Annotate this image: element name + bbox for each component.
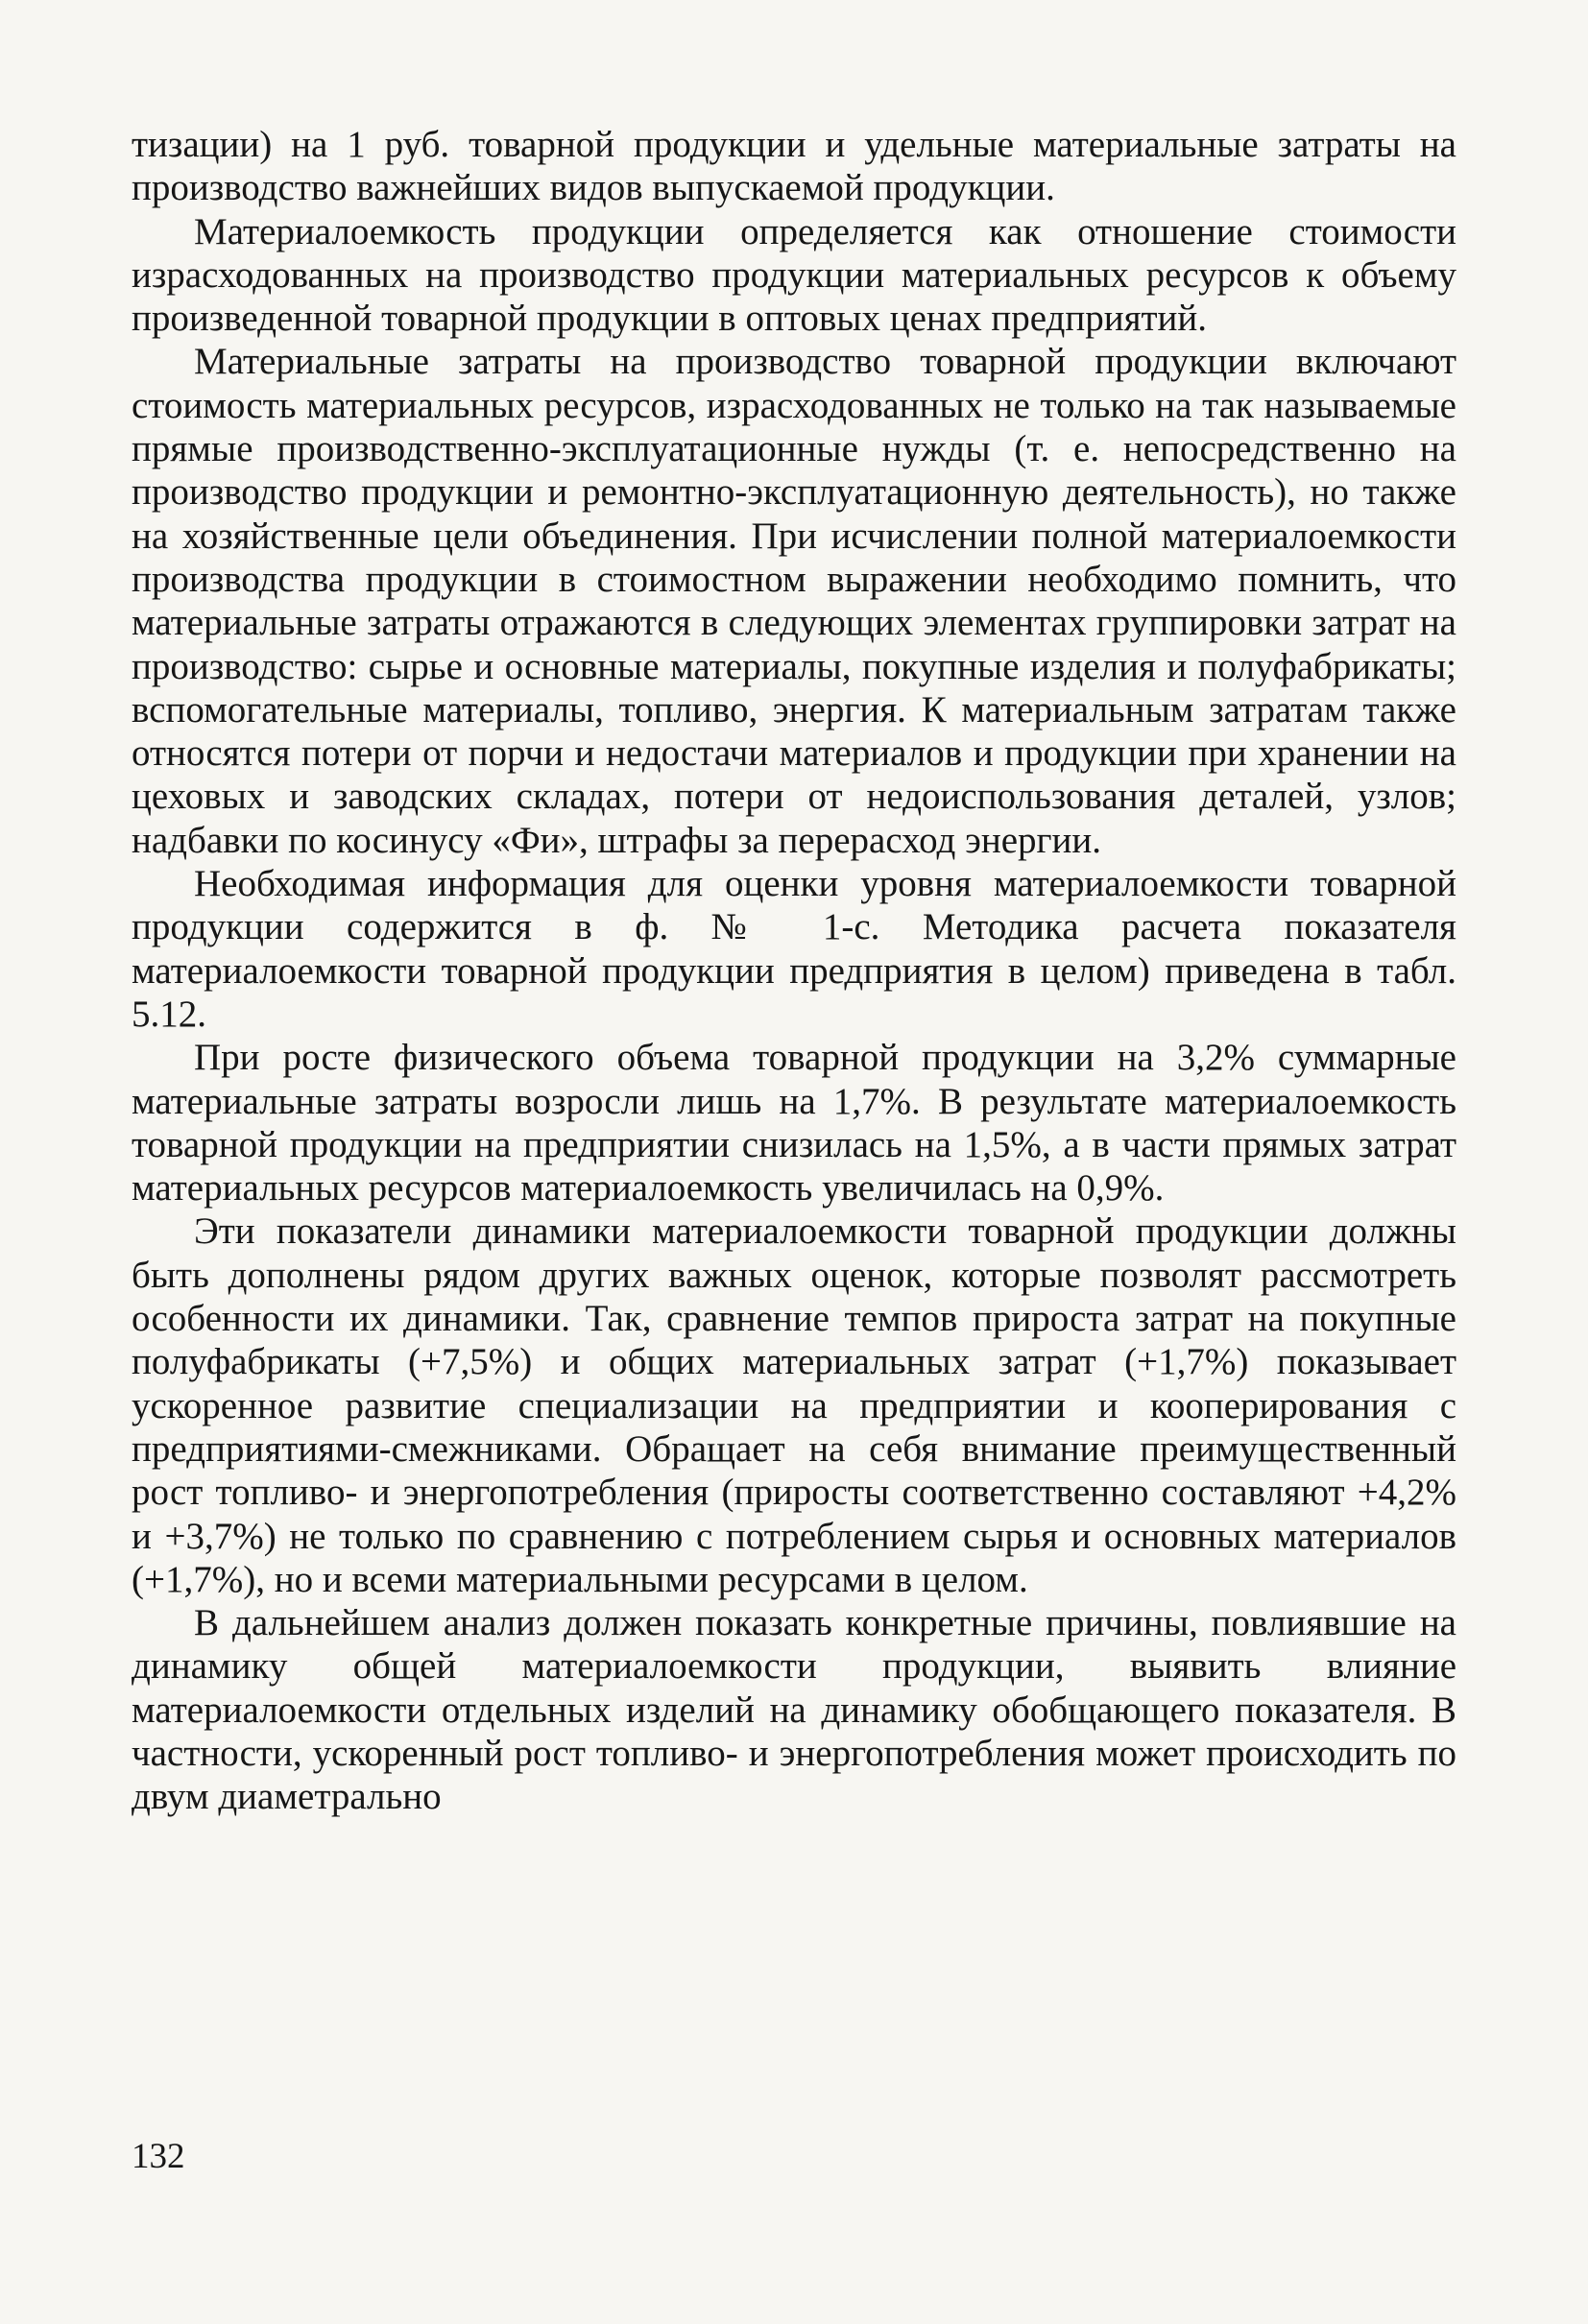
paragraph-2: Материалоемкость продукции определяется как отношение стоимости израсходованных на производство продукции материальных ресурсов к объему произведенной товарной продукции в оптовых ценах предприятий. xyxy=(132,210,1456,340)
paragraph-6: Эти показатели динамики материалоемкости товарной продукции должны быть дополнены рядом других важных оценок, которые позволят рассмотреть особенности их динамики. Так, сравнение темпов прироста затрат на покупные полуфабрикаты (+7,5%) и общих материальных затрат (+1,7%) показывает ускоренное развитие специализации на предприятии и кооперирования с предприятиями-смежниками. Обращает на себя внимание преимущественный рост топливо- и энергопотребления (приросты соответственно составляют +4,2% и +3,7%) не только по сравнению с потреблением сырья и основных материалов (+1,7%), но и всеми материальными ресурсами в целом. xyxy=(132,1210,1456,1600)
page-number: 132 xyxy=(132,2137,185,2176)
paragraph-3: Материальные затраты на производство товарной продукции включают стоимость материальных ресурсов, израсходованных не только на так называемые прямые производственно-эксплуатационные нужды (т. е. непосредственно на производство продукции и ремонтно-эксплуатационную деятельность), но также на хозяйственные цели объединения. При исчислении полной материалоемкости производства продукции в стоимостном выражении необходимо помнить, что материальные затраты отражаются в следующих элементах группировки затрат на производство: сырье и основные материалы, покупные изделия и полуфабрикаты; вспомогательные материалы, топливо, энергия. К материальным затратам также относятся потери от порчи и недостачи материалов и продукции при хранении на цеховых и заводских складах, потери от недоиспользования деталей, узлов; надбавки по косинусу «Фи», штрафы за перерасход энергии. xyxy=(132,341,1456,861)
paragraph-4: Необходимая информация для оценки уровня материалоемкости товарной продукции содержится в ф. № 1-с. Методика расчета показателя материалоемкости товарной продукции предприятия в целом) приведена в табл. 5.12. xyxy=(132,863,1456,1035)
page-body xyxy=(132,123,1456,1819)
paragraph-7: В дальнейшем анализ должен показать конкретные причины, повлиявшие на динамику общей материалоемкости продукции, выявить влияние материалоемкости отдельных изделий на динамику обобщающего показателя. В частности, ускоренный рост топливо- и энергопотребления может происходить по двум диаметрально xyxy=(132,1602,1456,1818)
paragraph-5: При росте физического объема товарной продукции на 3,2% суммарные материальные затраты возросли лишь на 1,7%. В результате материалоемкость товарной продукции на предприятии снизилась на 1,5%, а в части прямых затрат материальных ресурсов материалоемкость увеличилась на 0,9%. xyxy=(132,1037,1456,1210)
paragraph-1: тизации) на 1 руб. товарной продукции и удельные материальные затраты на производство важнейших видов выпускаемой продукции. xyxy=(132,124,1456,209)
